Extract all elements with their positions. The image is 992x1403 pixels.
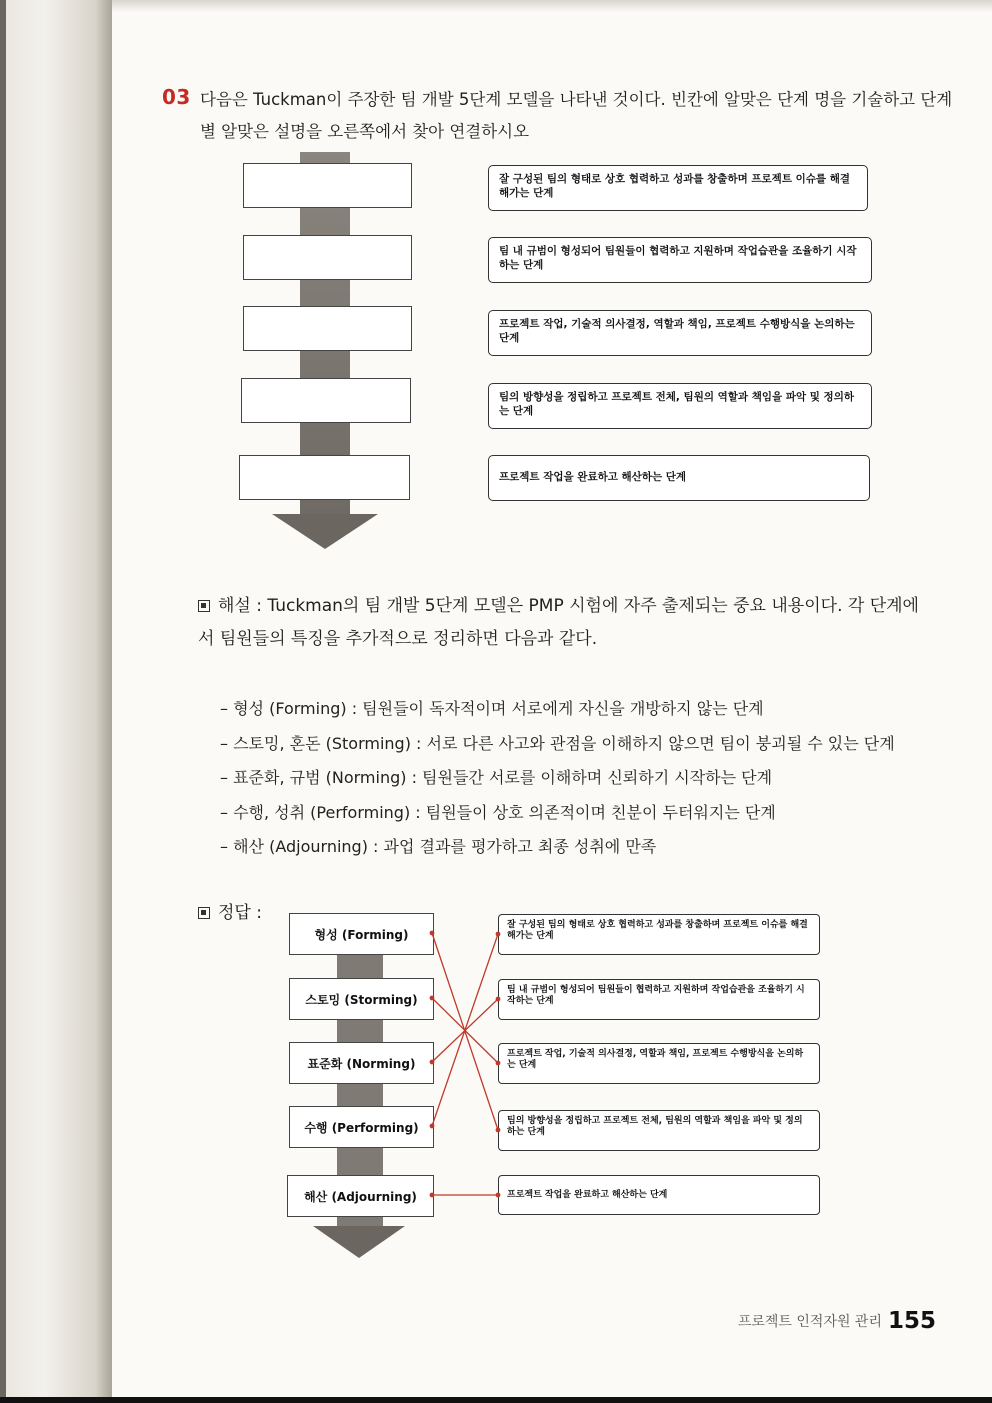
link-dot <box>430 1193 435 1198</box>
page-footer <box>738 1306 936 1332</box>
answer-stage-storming: 스토밍 (Storming) <box>289 978 434 1020</box>
answer-description-1: 잘 구성된 팀의 형태로 상호 협력하고 성과를 창출하며 프로젝트 이슈를 해결해가는 단계 <box>498 914 820 955</box>
page-number: 155 <box>887 1308 936 1334</box>
list-item: – 표준화, 규범 (Norming) : 팀원들간 서로를 이해하며 신뢰하기 시작하는 단계 <box>220 768 773 787</box>
list-item: – 해산 (Adjourning) : 과업 결과를 평가하고 최종 성취에 만족 <box>220 837 657 856</box>
description-box-1: 잘 구성된 팀의 형태로 상호 협력하고 성과를 창출하며 프로젝트 이슈를 해결해가는 단계 <box>488 165 868 211</box>
question-text: 다음은 Tuckman이 주장한 팀 개발 5단계 모델을 나타낸 것이다. 빈칸에 알맞은 단계 명을 기술하고 단계별 알맞은 설명을 오른쪽에서 찾아 연결하시오 <box>200 90 953 141</box>
list-item: – 수행, 성취 (Performing) : 팀원들이 상호 의존적이며 친분이 두터워지는 단계 <box>220 802 776 822</box>
link-dot <box>430 1124 435 1129</box>
answer-description-5: 프로젝트 작업을 완료하고 해산하는 단계 <box>498 1175 820 1215</box>
link-dot <box>430 931 435 936</box>
question-number: 03 <box>162 85 191 109</box>
answer-description-2: 팀 내 규범이 형성되어 팀원들이 협력하고 지원하며 작업습관을 조율하기 시작하는 단계 <box>498 979 820 1020</box>
link-dot <box>430 1060 435 1065</box>
list-item: – 스토밍, 혼돈 (Storming) : 서로 다른 사고와 관점을 이해하지 않으면 팀이 붕괴될 수 있는 단계 <box>220 733 895 753</box>
explanation-text: Tuckman의 팀 개발 5단계 모델은 PMP 시험에 자주 출제되는 중요 내용이다. 각 단계에서 팀원들의 특징을 추가적으로 정리하면 다음과 같다. <box>198 596 919 649</box>
description-box-3: 프로젝트 작업, 기술적 의사결정, 역할과 책임, 프로젝트 수행방식을 논의하는 단계 <box>488 310 872 356</box>
answer-stage-forming: 형성 (Forming) <box>289 913 434 955</box>
link-dot <box>496 997 501 1002</box>
explanation-label: 해설 : <box>218 596 262 616</box>
answer-description-3: 프로젝트 작업, 기술적 의사결정, 역할과 책임, 프로젝트 수행방식을 논의하는 단계 <box>498 1043 820 1084</box>
link-dot <box>496 1128 501 1133</box>
list-item: – 형성 (Forming) : 팀원들이 독자적이며 서로에게 자신을 개방하지 않는 단계 <box>220 699 764 718</box>
chapter-title: 프로젝트 인적자원 관리 <box>737 1314 882 1330</box>
answer-description-4: 팀의 방향성을 정립하고 프로젝트 전체, 팀원의 역할과 책임을 파악 및 정의하는 단계 <box>498 1110 820 1151</box>
answer-stage-performing: 수행 (Performing) <box>289 1106 434 1148</box>
description-box-5: 프로젝트 작업을 완료하고 해산하는 단계 <box>488 455 870 501</box>
description-box-4: 팀의 방향성을 정립하고 프로젝트 전체, 팀원의 역할과 책임을 파악 및 정의하는 단계 <box>488 383 872 429</box>
answer-stage-adjourning: 해산 (Adjourning) <box>287 1175 434 1217</box>
answer-stage-norming: 표준화 (Norming) <box>289 1042 434 1084</box>
link-dot <box>430 996 435 1001</box>
link-dot <box>496 932 501 937</box>
description-box-2: 팀 내 규범이 형성되어 팀원들이 협력하고 지원하며 작업습관을 조율하기 시작하는 단계 <box>488 237 872 283</box>
answer-label: 정답 : <box>218 903 262 923</box>
link-dot <box>496 1193 501 1198</box>
link-dot <box>496 1061 501 1066</box>
scan-bottom-edge <box>0 1397 992 1403</box>
